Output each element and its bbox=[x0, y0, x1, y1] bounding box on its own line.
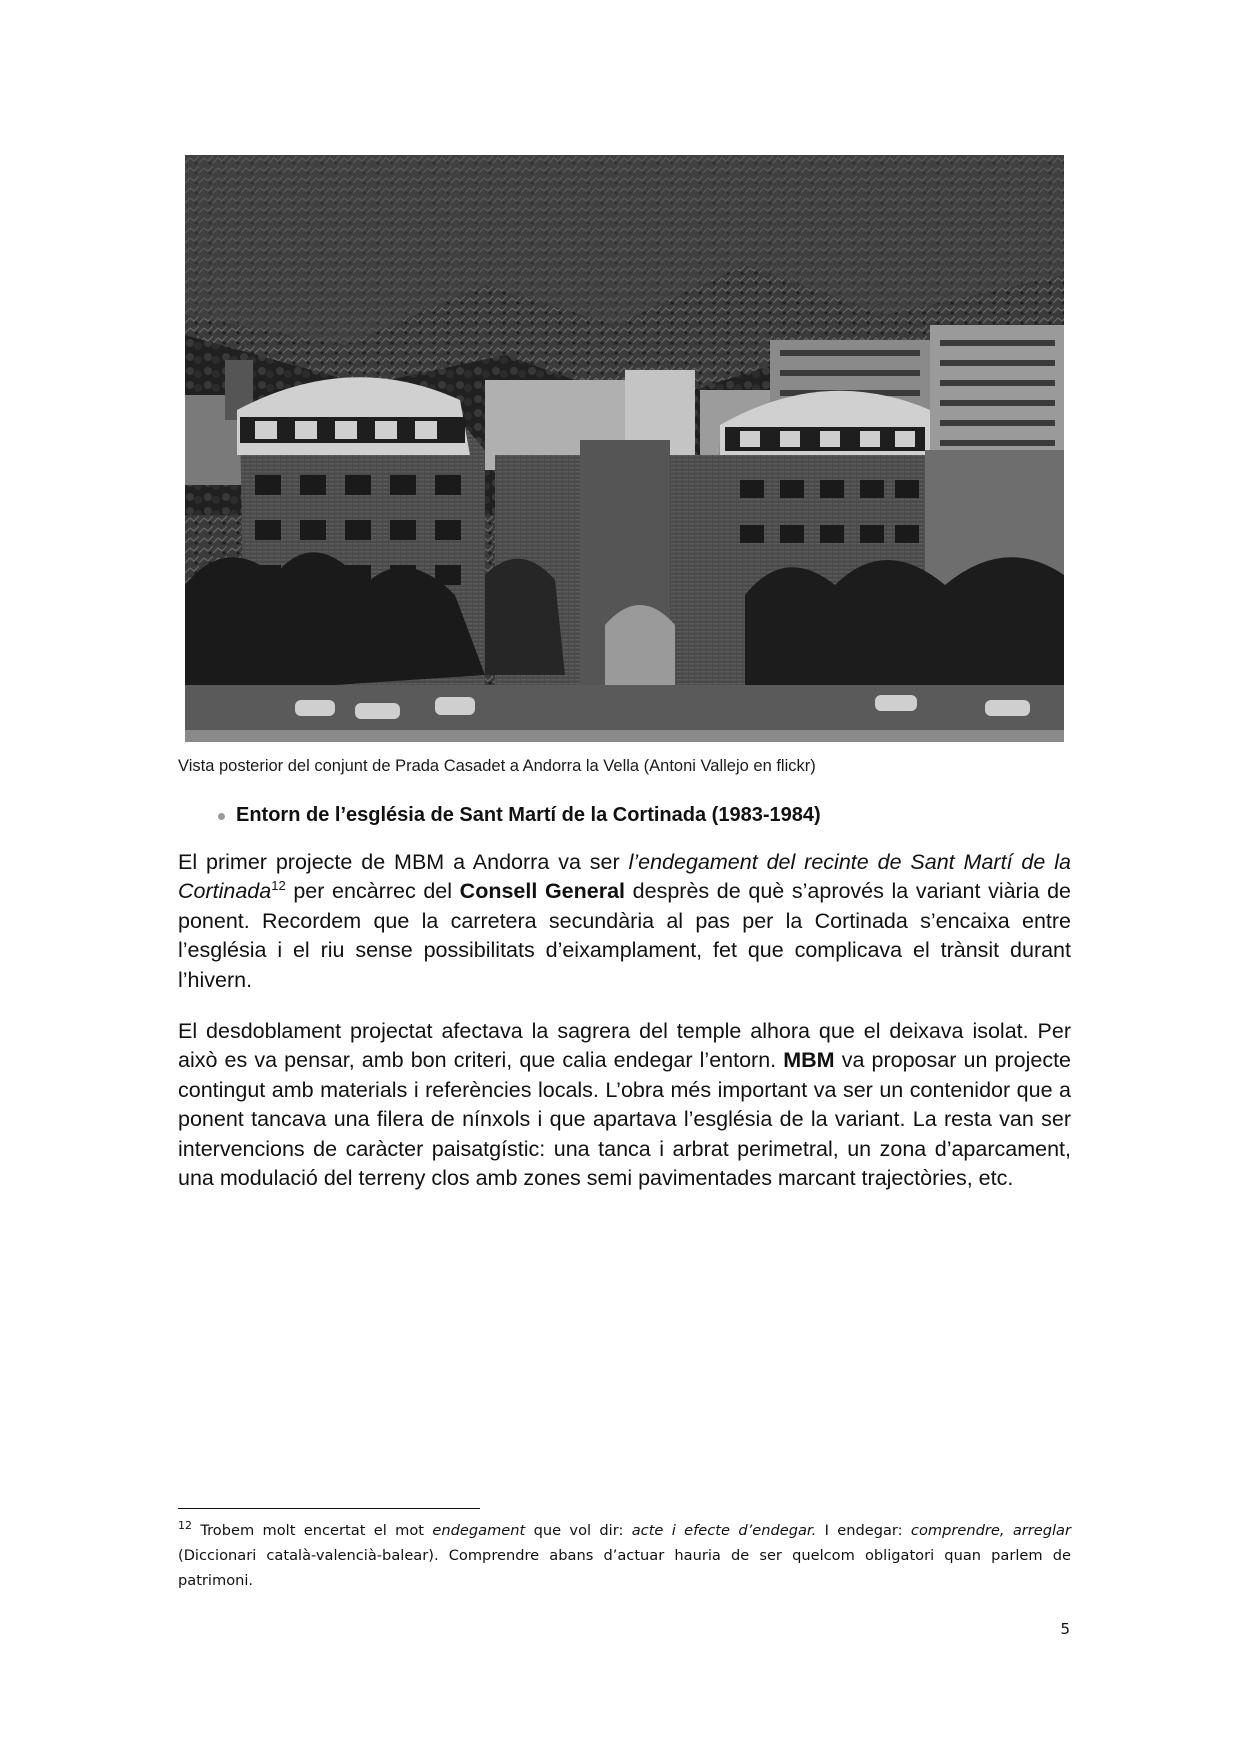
footnote-italic-3: comprendre, arreglar bbox=[910, 1522, 1071, 1539]
paragraph-1-italic: l’endegament del recinte de Sant Martí de la Cortinada bbox=[178, 850, 1071, 904]
footnote-reference: 12 bbox=[271, 878, 286, 894]
figure-caption: Vista posterior del conjunt de Prada Casadet a Andorra la Vella (Antoni Vallejo en flickr) bbox=[178, 757, 816, 775]
footnote-text-3: I endegar: bbox=[816, 1522, 911, 1539]
paragraph-2-bold: MBM bbox=[783, 1048, 835, 1073]
building-photo bbox=[185, 155, 1064, 742]
paragraph-2 bbox=[178, 1017, 1071, 1193]
section-heading-row bbox=[218, 800, 1098, 830]
footnote-separator bbox=[178, 1508, 480, 1509]
footnote bbox=[178, 1518, 1071, 1593]
paragraph-1-text-2: per encàrrec del bbox=[285, 879, 460, 904]
paragraph-1-bold: Consell General bbox=[459, 879, 626, 904]
paragraph-1-text-1: El primer projecte de MBM a Andorra va ser bbox=[178, 850, 629, 874]
bullet-icon bbox=[218, 813, 225, 820]
footnote-text-2: que vol dir: bbox=[525, 1522, 632, 1539]
paragraph-1 bbox=[178, 848, 1071, 995]
paragraph-1-text-3: desprès de què s’aprovés la variant viària de ponent. Recordem que la carretera secundària al pas per la Cortinada s’encaixa entre l’església i el riu sense possibilitats d’eixamplament, fet que complicava el trànsit durant l’hivern. bbox=[178, 879, 1071, 992]
footnote-italic-1: endegament bbox=[432, 1522, 526, 1539]
footnote-italic-2: acte i efecte d’endegar. bbox=[631, 1522, 817, 1539]
paragraph-2-text-1: El desdoblament projectat afectava la sagrera del temple alhora que el deixava isolat. Per això es va pensar, amb bon criteri, que calia endegar l’entorn. bbox=[178, 1019, 1071, 1073]
footnote-text-4: (Diccionari català-valencià-balear). Comprendre abans d’actuar hauria de ser quelcom obligatori quan parlem de patrimoni. bbox=[178, 1547, 1071, 1589]
page-number: 5 bbox=[1060, 1620, 1070, 1638]
footnote-number: 12 bbox=[178, 1519, 192, 1533]
paragraph-2-text-2: va proposar un projecte contingut amb materials i referències locals. L’obra més important va ser un contenidor que a ponent tancava una filera de nínxols i que apartava l’església de la variant. La resta van ser intervencions de caràcter paisatgístic: una tanca i arbrat perimetral, un zona d’aparcament, una modulació del terreny clos amb zones semi pavimentades marcant trajectòries, etc. bbox=[178, 1048, 1071, 1191]
section-heading: Entorn de l’església de Sant Martí de la Cortinada (1983-1984) bbox=[236, 803, 821, 826]
footnote-text-1: Trobem molt encertat el mot bbox=[192, 1522, 433, 1539]
